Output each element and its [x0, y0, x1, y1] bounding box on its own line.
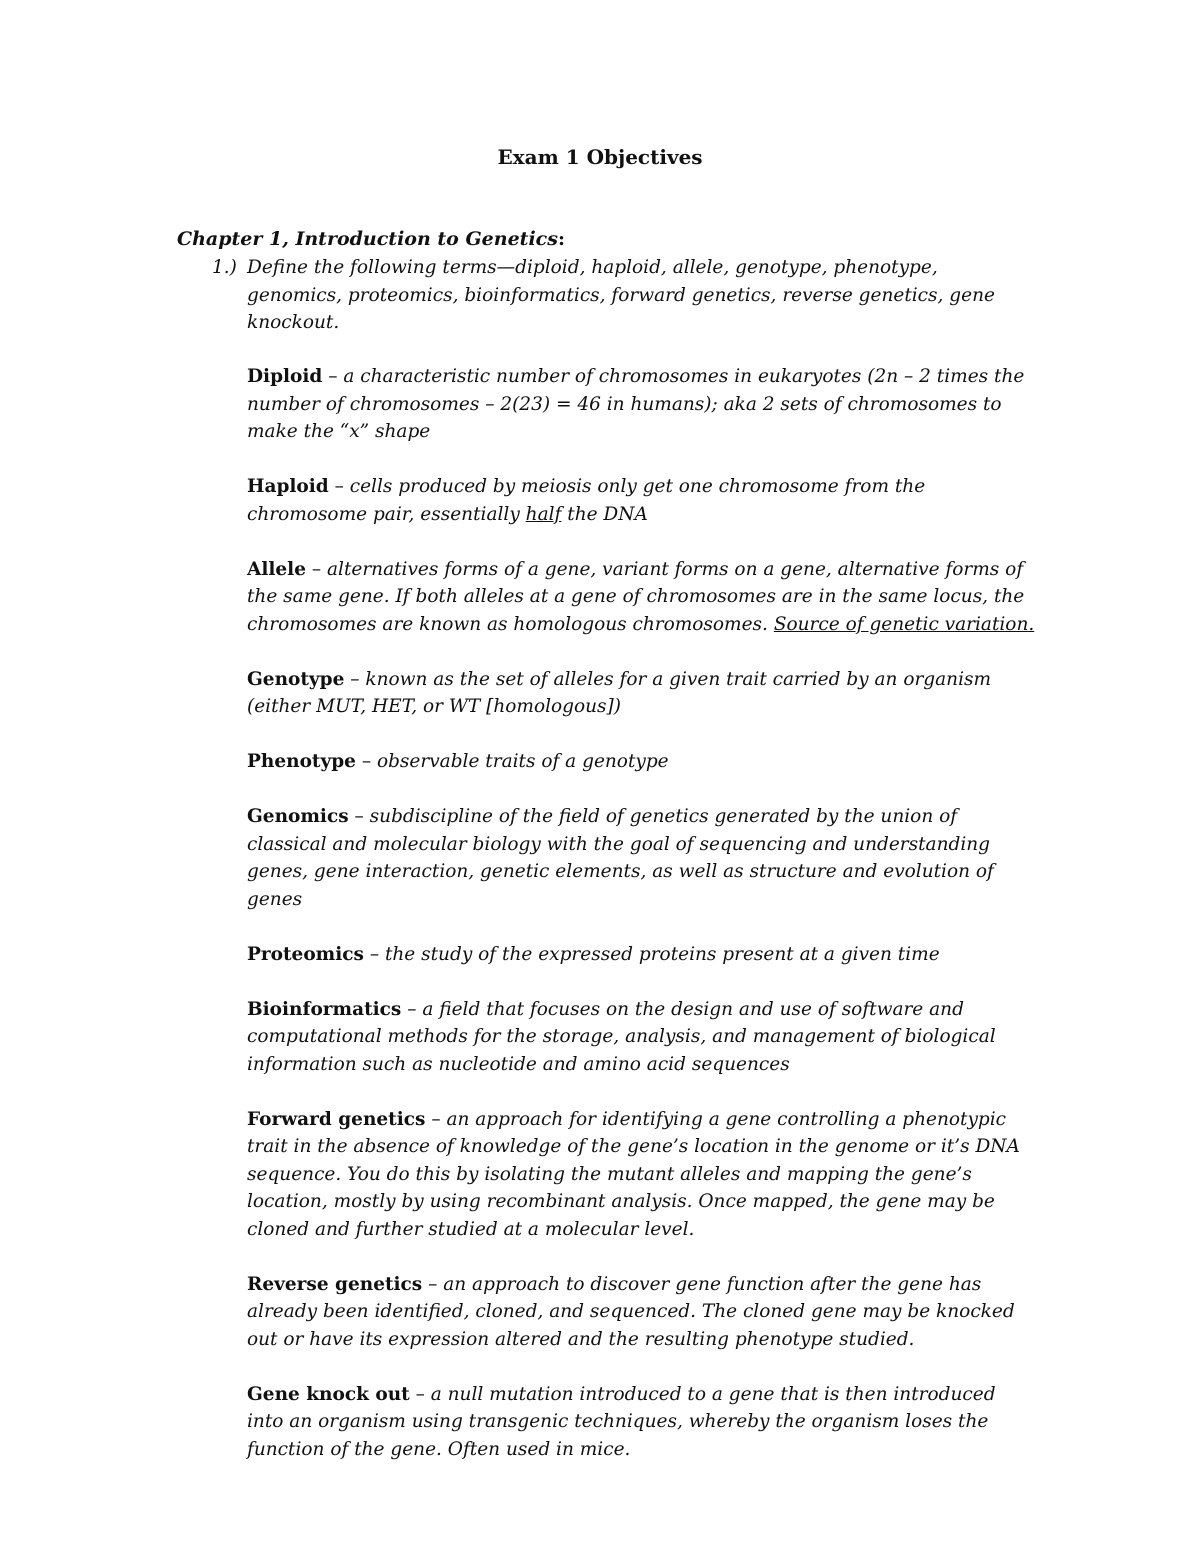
definition-dash: –: [305, 558, 327, 580]
definition-text: a null mutation introduced to a gene that is then introduced into an organism using transgenic techniques, whereby the organism loses the function of the gene. Often used in mice.: [247, 1383, 996, 1460]
definition-reverse-genetics: [247, 1271, 1037, 1354]
definition-dash: –: [401, 998, 423, 1020]
definition-dash: –: [328, 476, 350, 497]
definition-term: Reverse genetics: [247, 1273, 423, 1295]
definition-term: Phenotype: [247, 751, 356, 772]
definition-dash: –: [348, 806, 370, 827]
definition-haploid: [247, 473, 1037, 528]
definitions-list: [247, 363, 1037, 1491]
definition-text: observable traits of a genotype: [376, 751, 669, 772]
definition-term: Bioinformatics: [247, 998, 402, 1020]
definition-proteomics: [247, 941, 1037, 969]
definition-dash: –: [344, 668, 366, 690]
chapter-heading-colon: :: [557, 228, 565, 250]
definition-genomics: [247, 803, 1037, 913]
objective-number: 1.): [212, 257, 237, 278]
chapter-heading: [177, 226, 565, 253]
definition-genotype: [247, 666, 1037, 721]
definition-text: alternatives forms of a gene, variant forms on a gene, alternative forms of the same gene. If both alleles at a gene of chromosomes are in the same locus, the chromosomes are known as homologous chromosomes.: [247, 558, 1025, 635]
definition-text: cells produced by meiosis only get one chromosome from the chromosome pair, essentially: [247, 476, 926, 525]
definition-term: Forward genetics: [247, 1108, 426, 1130]
definition-underlined-text: half: [525, 503, 562, 525]
definition-term: Haploid: [247, 476, 329, 497]
definition-text: known as the set of alleles for a given trait carried by an organism (either MUT, HET, or WT [homologous]): [247, 668, 992, 717]
definition-dash: –: [355, 751, 377, 772]
definition-term: Gene knock out: [247, 1383, 410, 1405]
definition-term: Genotype: [247, 668, 345, 690]
definition-term: Allele: [247, 558, 306, 580]
definition-underlined-text: Source of genetic variation.: [773, 613, 1035, 635]
definition-dash: –: [322, 366, 344, 387]
definition-dash: –: [422, 1273, 444, 1295]
definition-text: the study of the expressed proteins present at a given time: [384, 943, 940, 965]
definition-diploid: [247, 363, 1037, 446]
definition-forward-genetics: [247, 1106, 1037, 1244]
definition-text: subdiscipline of the field of genetics generated by the union of classical and molecular biology with the goal of sequencing and understanding genes, gene interaction, genetic elements, as well as structure and evolution of genes: [247, 806, 994, 910]
definition-gene-knock-out: [247, 1381, 1037, 1464]
definition-term: Genomics: [247, 806, 349, 827]
definition-dash: –: [425, 1108, 447, 1130]
definition-text: an approach for identifying a gene controlling a phenotypic trait in the absence of knowledge of the gene’s location in the genome or it’s DNA sequence. You do this by isolating the mutant alleles and mapping the gene’s location, mostly by using recombinant analysis. Once mapped, the gene may be cloned and further studied at a molecular level.: [247, 1108, 1020, 1240]
objective-text: Define the following terms—diploid, haploid, allele, genotype, phenotype, genomics, proteomics, bioinformatics, forward genetics, reverse genetics, gene knockout.: [247, 257, 995, 333]
definition-dash: –: [409, 1383, 431, 1405]
definition-text: an approach to discover gene function after the gene has already been identified, cloned, and sequenced. The cloned gene may be knocked out or have its expression altered and the resulting phenotype studied.: [247, 1273, 1015, 1350]
objective-item: [212, 254, 1032, 337]
definition-term: Diploid: [247, 366, 323, 387]
definition-text: a field that focuses on the design and use of software and computational methods for the storage, analysis, and management of biological information such as nucleotide and amino acid sequences: [247, 998, 996, 1075]
definition-text-after: the DNA: [561, 503, 648, 525]
definition-bioinformatics: [247, 996, 1037, 1079]
definition-phenotype: [247, 748, 1037, 776]
definition-term: Proteomics: [247, 943, 364, 965]
definition-text: a characteristic number of chromosomes in eukaryotes (2n – 2 times the number of chromosomes – 2(23) = 46 in humans); aka 2 sets of chromosomes to make the “x” shape: [247, 366, 1025, 442]
chapter-heading-text: Chapter 1, Introduction to Genetics: [177, 228, 558, 250]
definition-allele: [247, 556, 1037, 639]
document-title: Exam 1 Objectives: [497, 145, 703, 169]
definition-dash: –: [363, 943, 385, 965]
